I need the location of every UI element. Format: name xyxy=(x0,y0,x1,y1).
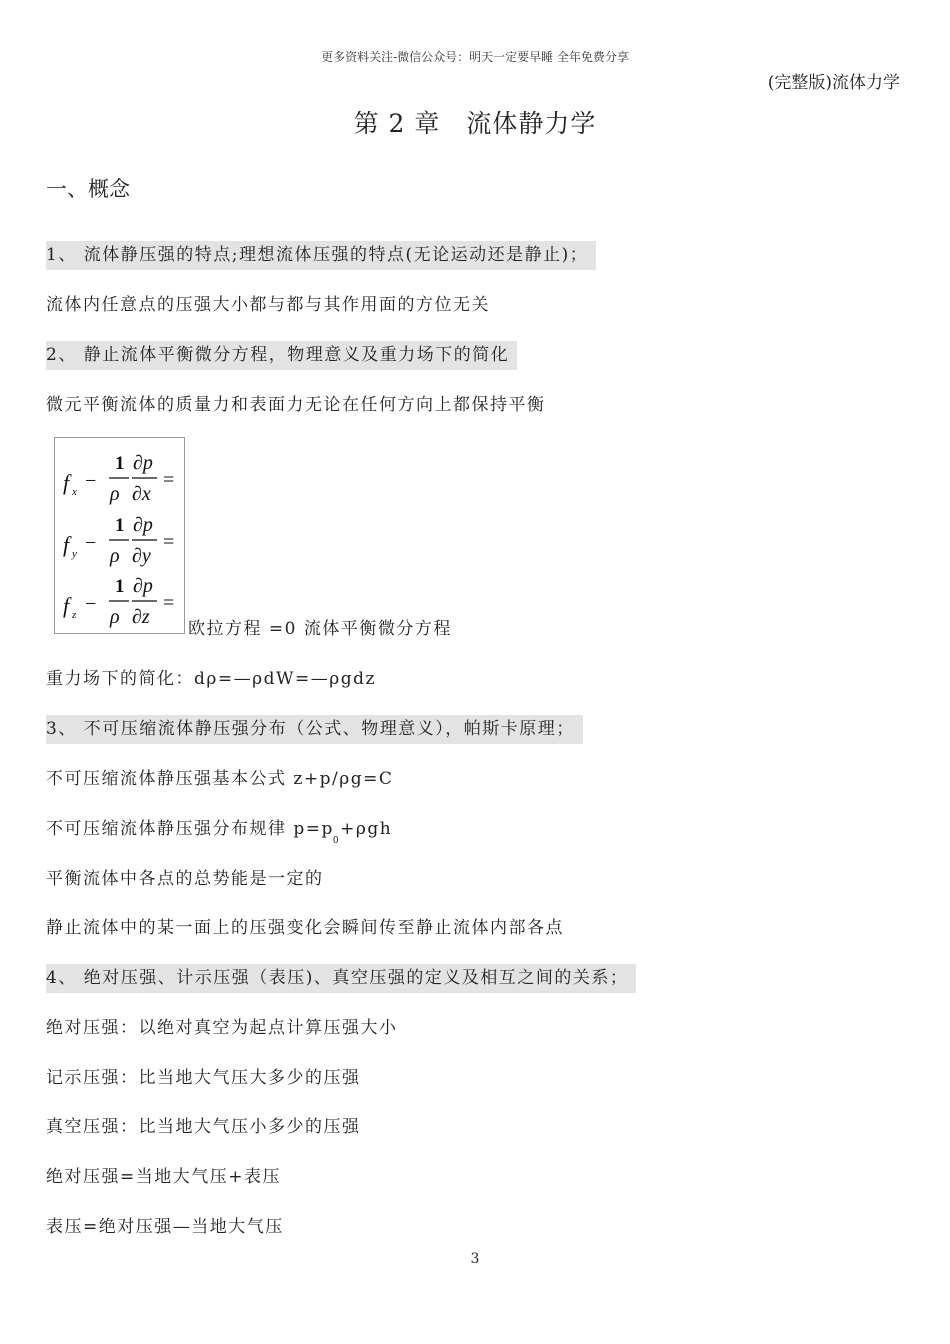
item-heading-2: 2、 静止流体平衡微分方程，物理意义及重力场下的简化 xyxy=(46,340,517,365)
svg-text:=: = xyxy=(163,531,175,553)
chapter-title: 第 2 章 流体静力学 xyxy=(353,109,597,138)
item-heading-4: 4、 绝对压强、计示压强（表压)、真空压强的定义及相互之间的关系； xyxy=(46,963,636,988)
svg-text:f: f xyxy=(63,532,70,557)
svg-text:z: z xyxy=(72,609,77,621)
gauge-pressure-def: 记示压强：比当地大气压大多少的压强 xyxy=(46,1068,361,1088)
pressure-distribution-law: 不可压缩流体静压强分布规律 $p=p_0+\rho gh$ xyxy=(46,819,393,846)
svg-text:1: 1 xyxy=(115,453,125,474)
euler-equation-formula xyxy=(54,437,185,634)
svg-text:∂p: ∂p xyxy=(133,575,153,597)
svg-text:∂p: ∂p xyxy=(133,514,153,536)
pascal-principle-note: 静止流体中的某一面上的压强变化会瞬间传至静止流体内部各点 xyxy=(46,918,564,938)
svg-text:∂y: ∂y xyxy=(132,545,151,567)
document-title: (完整版)流体力学 xyxy=(767,73,900,93)
absolute-pressure-relation: 绝对压强=当地大气压+表压 xyxy=(46,1167,281,1187)
section-title: 一、概念 xyxy=(46,177,130,201)
svg-text:∂z: ∂z xyxy=(132,606,150,628)
svg-text:−: − xyxy=(85,532,97,554)
svg-text:1: 1 xyxy=(115,576,125,597)
euler-row-y xyxy=(63,514,174,567)
svg-text:x: x xyxy=(72,486,77,498)
euler-row-x xyxy=(63,452,174,505)
euler-equation-caption: 欧拉方程 =0 流体平衡微分方程 xyxy=(188,619,452,639)
gauge-pressure-relation: 表压=绝对压强—当地大气压 xyxy=(46,1217,284,1237)
svg-text:−: − xyxy=(85,470,97,492)
fx-symbol: f xyxy=(63,470,70,495)
svg-text:ρ: ρ xyxy=(110,483,120,505)
svg-text:f: f xyxy=(63,593,70,618)
item-body-2: 微元平衡流体的质量力和表面力无论在任何方向上都保持平衡 xyxy=(46,395,546,415)
top-promo-note: 更多资料关注-微信公众号：明天一定要早睡 全年免费分享 xyxy=(321,50,629,64)
svg-text:−: − xyxy=(85,593,97,615)
svg-text:=: = xyxy=(163,469,175,491)
euler-row-z xyxy=(63,575,174,628)
item-heading-3: 3、 不可压缩流体静压强分布（公式、物理意义），帕斯卡原理； xyxy=(46,714,583,739)
total-potential-note: 平衡流体中各点的总势能是一定的 xyxy=(46,869,324,889)
gravity-simplification: 重力场下的简化：dρ=—ρdW=—ρgdz xyxy=(46,669,376,689)
svg-text:ρ: ρ xyxy=(110,545,120,567)
svg-text:=: = xyxy=(163,592,175,614)
svg-text:ρ: ρ xyxy=(110,606,120,628)
svg-text:∂x: ∂x xyxy=(132,483,151,505)
item-body-3: 不可压缩流体静压强基本公式 z+p/ρg=C xyxy=(46,769,394,789)
page-number: 3 xyxy=(470,1251,480,1267)
absolute-pressure-def: 绝对压强：以绝对真空为起点计算压强大小 xyxy=(46,1018,398,1038)
svg-text:1: 1 xyxy=(115,515,125,536)
svg-text:y: y xyxy=(72,548,77,560)
svg-text:∂p: ∂p xyxy=(133,452,153,474)
item-body-1: 流体内任意点的压强大小都与都与其作用面的方位无关 xyxy=(46,295,490,315)
vacuum-pressure-def: 真空压强：比当地大气压小多少的压强 xyxy=(46,1117,361,1137)
item-heading-1: 1、 流体静压强的特点;理想流体压强的特点(无论运动还是静止)； xyxy=(46,240,596,265)
